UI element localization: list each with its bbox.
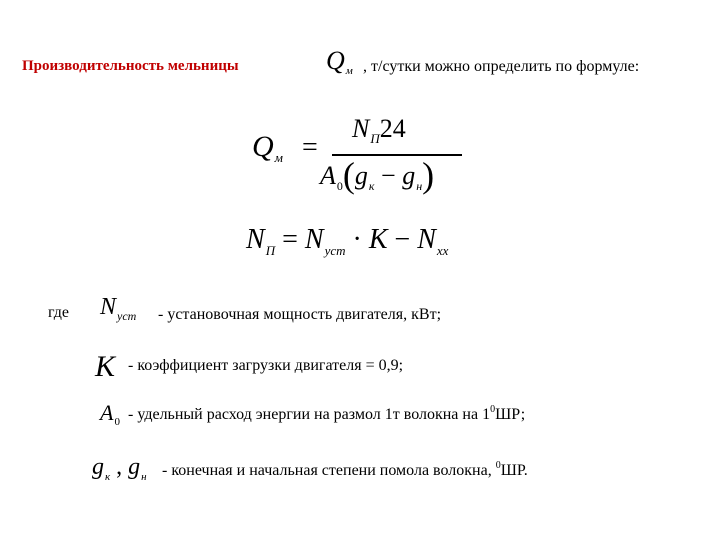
definition-symbol-gk-gn xyxy=(92,454,147,483)
def3-text-unit: ШР; xyxy=(495,406,526,423)
definition-text-n-ust: - установочная мощность двигателя, кВт; xyxy=(158,306,442,323)
formula-1-lhs xyxy=(252,130,283,166)
f2-t1-sub: П xyxy=(265,243,276,258)
formula-1-equals: = xyxy=(302,132,318,163)
def3-text-main: - удельный расход энергии на размол 1т волокна на 1 xyxy=(128,406,491,423)
def4-sym1-sub: к xyxy=(105,471,111,483)
den-g1-sub: к xyxy=(368,179,375,193)
def4-sym2-sub: н xyxy=(141,471,147,483)
den-sub: 0 xyxy=(336,179,343,193)
def4-text-unit: ШР. xyxy=(500,462,528,479)
num-sub: П xyxy=(370,131,380,146)
symbol-base: Q xyxy=(326,46,345,75)
definition-symbol-n-ust xyxy=(100,294,136,324)
den-base: A xyxy=(320,161,336,190)
lhs-sub: м xyxy=(274,150,283,165)
def4-degree-sup: 0 xyxy=(495,460,501,471)
f2-t3: К xyxy=(368,224,388,255)
intro-text: , т/сутки можно определить по формуле: xyxy=(363,58,640,75)
where-label: где xyxy=(48,304,70,321)
def4-sep: , xyxy=(110,454,129,480)
lhs-base: Q xyxy=(252,130,274,163)
formula-1-denominator xyxy=(320,154,434,196)
def4-sym1: g xyxy=(92,454,104,480)
num-base: N xyxy=(352,114,370,143)
f2-minus: − xyxy=(387,224,418,255)
f2-t2: N xyxy=(304,224,324,255)
intro-mill-output-symbol xyxy=(326,46,353,77)
num-tail: 24 xyxy=(379,114,406,143)
f2-t4: N xyxy=(417,224,436,255)
f2-equals: = xyxy=(275,224,305,255)
symbol-subscript: м xyxy=(345,65,353,77)
f2-t2-sub: уст xyxy=(324,243,346,258)
f2-t4-sub: хх xyxy=(436,243,449,258)
den-open-paren: ( xyxy=(342,155,355,195)
definition-text-k: - коэффициент загрузки двигателя = 0,9; xyxy=(128,357,404,374)
definition-text-a0 xyxy=(128,404,525,424)
def3-degree-sup: 0 xyxy=(490,404,496,415)
def3-sym-base: A xyxy=(100,400,114,425)
definition-symbol-k: К xyxy=(95,350,115,383)
den-g2-sub: н xyxy=(416,179,423,193)
formula-net-power xyxy=(246,224,448,259)
den-g2: g xyxy=(402,161,416,190)
def3-sym-sub: 0 xyxy=(114,416,120,428)
definition-text-gk-gn xyxy=(162,460,528,480)
f2-dot: · xyxy=(345,224,369,255)
formula-mill-output xyxy=(252,114,462,195)
def1-sym-base: N xyxy=(100,294,117,320)
f2-t1: N xyxy=(246,224,265,255)
def4-sym2: g xyxy=(128,454,141,480)
def1-sym-sub: уст xyxy=(117,309,137,323)
formula-1-numerator xyxy=(352,114,406,147)
def4-text-main: - конечная и начальная степени помола волокна, xyxy=(162,462,496,479)
intro-title: Производительность мельницы xyxy=(22,58,239,74)
den-close-paren: ) xyxy=(422,155,435,195)
den-g1: g xyxy=(354,161,368,190)
definition-symbol-a0 xyxy=(100,400,120,428)
den-minus: − xyxy=(381,161,396,190)
